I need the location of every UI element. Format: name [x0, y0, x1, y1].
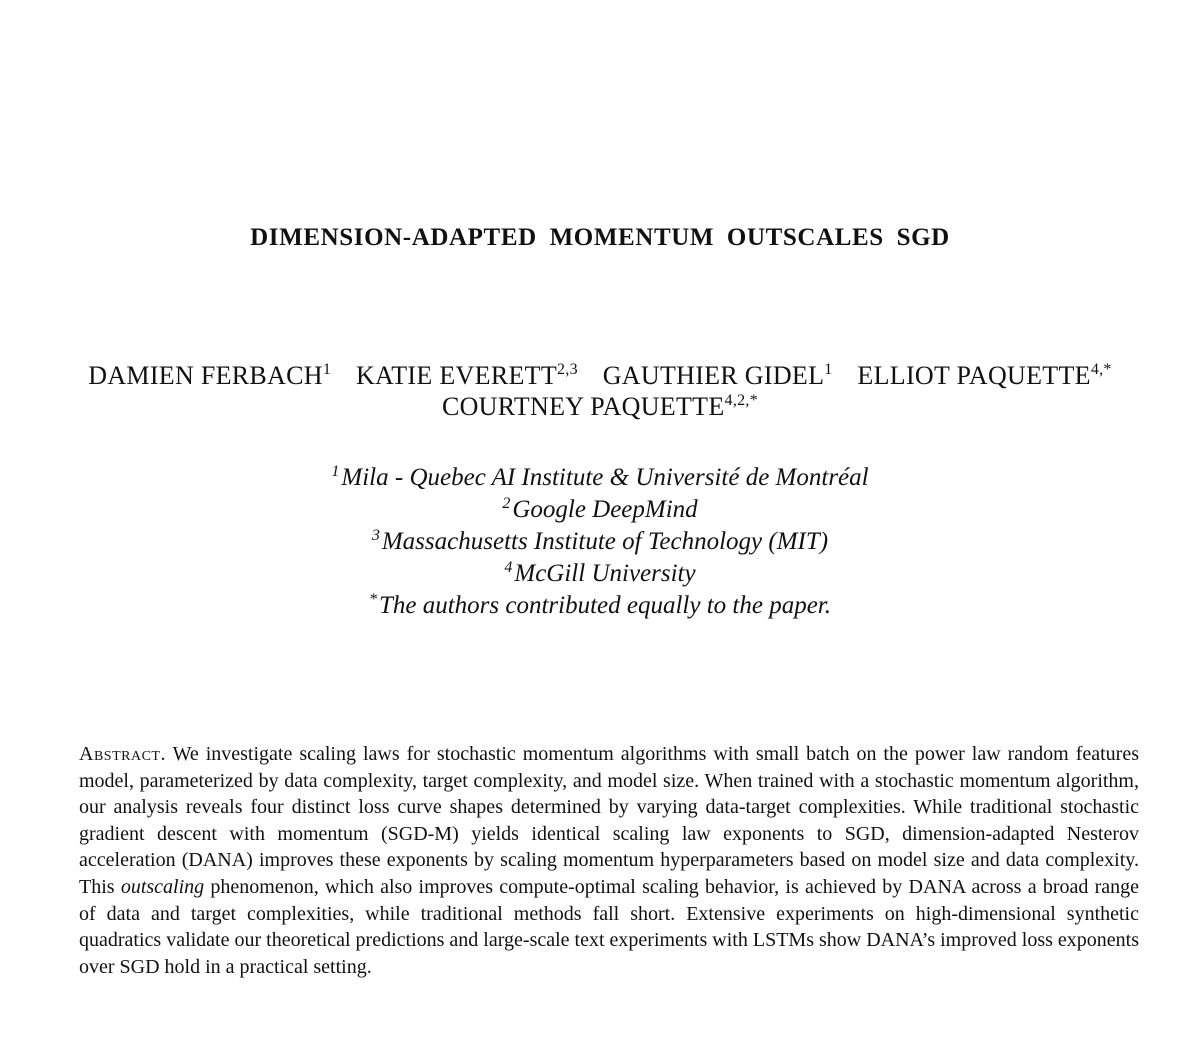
author-affil-mark: 2,3	[557, 361, 578, 378]
affiliation-mit	[0, 526, 1200, 558]
affiliation-mark: 2	[502, 495, 511, 512]
affiliation-mcgill	[0, 558, 1200, 590]
affiliation-mark: 1	[331, 463, 340, 480]
affiliation-text: The authors contributed equally to the paper.	[378, 592, 832, 619]
affiliation-text: Google DeepMind	[512, 496, 698, 523]
affiliation-mark: *	[368, 591, 377, 608]
author-name: GAUTHIER GIDEL	[602, 361, 825, 390]
affiliation-mila	[0, 462, 1200, 494]
affiliation-mark: 4	[504, 559, 513, 576]
affiliation-list	[0, 462, 1200, 622]
abstract-paragraph	[79, 741, 1139, 980]
affiliation-text: Massachusetts Institute of Technology (MIT)	[381, 528, 829, 555]
abstract-text-part2: phenomenon, which also improves compute-optimal scaling behavior, is achieved by DANA across a broad range of data and target complexities, while traditional methods fall short. Extensive experiments on high-dimensional synthetic quadratics validate our theoretical predictions and large-scale text experiments with LSTMs show DANA’s improved loss exponents over SGD hold in a practical setting.	[79, 875, 1140, 978]
paper-title: DIMENSION-ADAPTED MOMENTUM OUTSCALES SGD	[250, 224, 950, 251]
abstract-emphasis: outscaling	[120, 875, 205, 898]
author-name: DAMIEN FERBACH	[88, 361, 323, 390]
author-elliot-paquette	[857, 361, 1111, 390]
author-name: KATIE EVERETT	[355, 361, 558, 390]
author-katie-everett	[356, 361, 578, 390]
author-affil-mark: 1	[824, 361, 833, 378]
equal-contribution-note	[0, 590, 1200, 622]
affiliation-google-deepmind	[0, 494, 1200, 526]
abstract	[79, 741, 1139, 980]
author-name: COURTNEY PAQUETTE	[441, 392, 725, 421]
author-damien-ferbach	[88, 361, 331, 390]
author-affil-mark: 4,2,*	[724, 392, 759, 409]
author-courtney-paquette	[442, 392, 758, 421]
author-list	[0, 360, 1200, 422]
abstract-text-part1: We investigate scaling laws for stochastic momentum algorithms with small batch on the power law random features model, parameterized by data complexity, target complexity, and model size. When trained with a stochastic momentum algorithm, our analysis reveals four distinct loss curve shapes determined by varying data-target complexities. While traditional stochastic gradient descent with momentum (SGD-M) yields identical scaling law exponents to SGD, dimension-adapted Nesterov acceleration (DANA) improves these exponents by scaling momentum hyperparameters based on model size and data complexity. This	[79, 743, 1139, 898]
affiliation-text: McGill University	[514, 560, 696, 587]
affiliation-text: Mila - Quebec AI Institute & Université de Montréal	[341, 464, 869, 491]
abstract-label: Abstract.	[79, 743, 166, 765]
author-affil-mark: 1	[322, 361, 332, 378]
author-affil-mark: 4,*	[1090, 361, 1112, 378]
author-gauthier-gidel	[603, 361, 833, 390]
affiliation-mark: 3	[371, 527, 380, 544]
author-name: ELLIOT PAQUETTE	[857, 361, 1091, 390]
